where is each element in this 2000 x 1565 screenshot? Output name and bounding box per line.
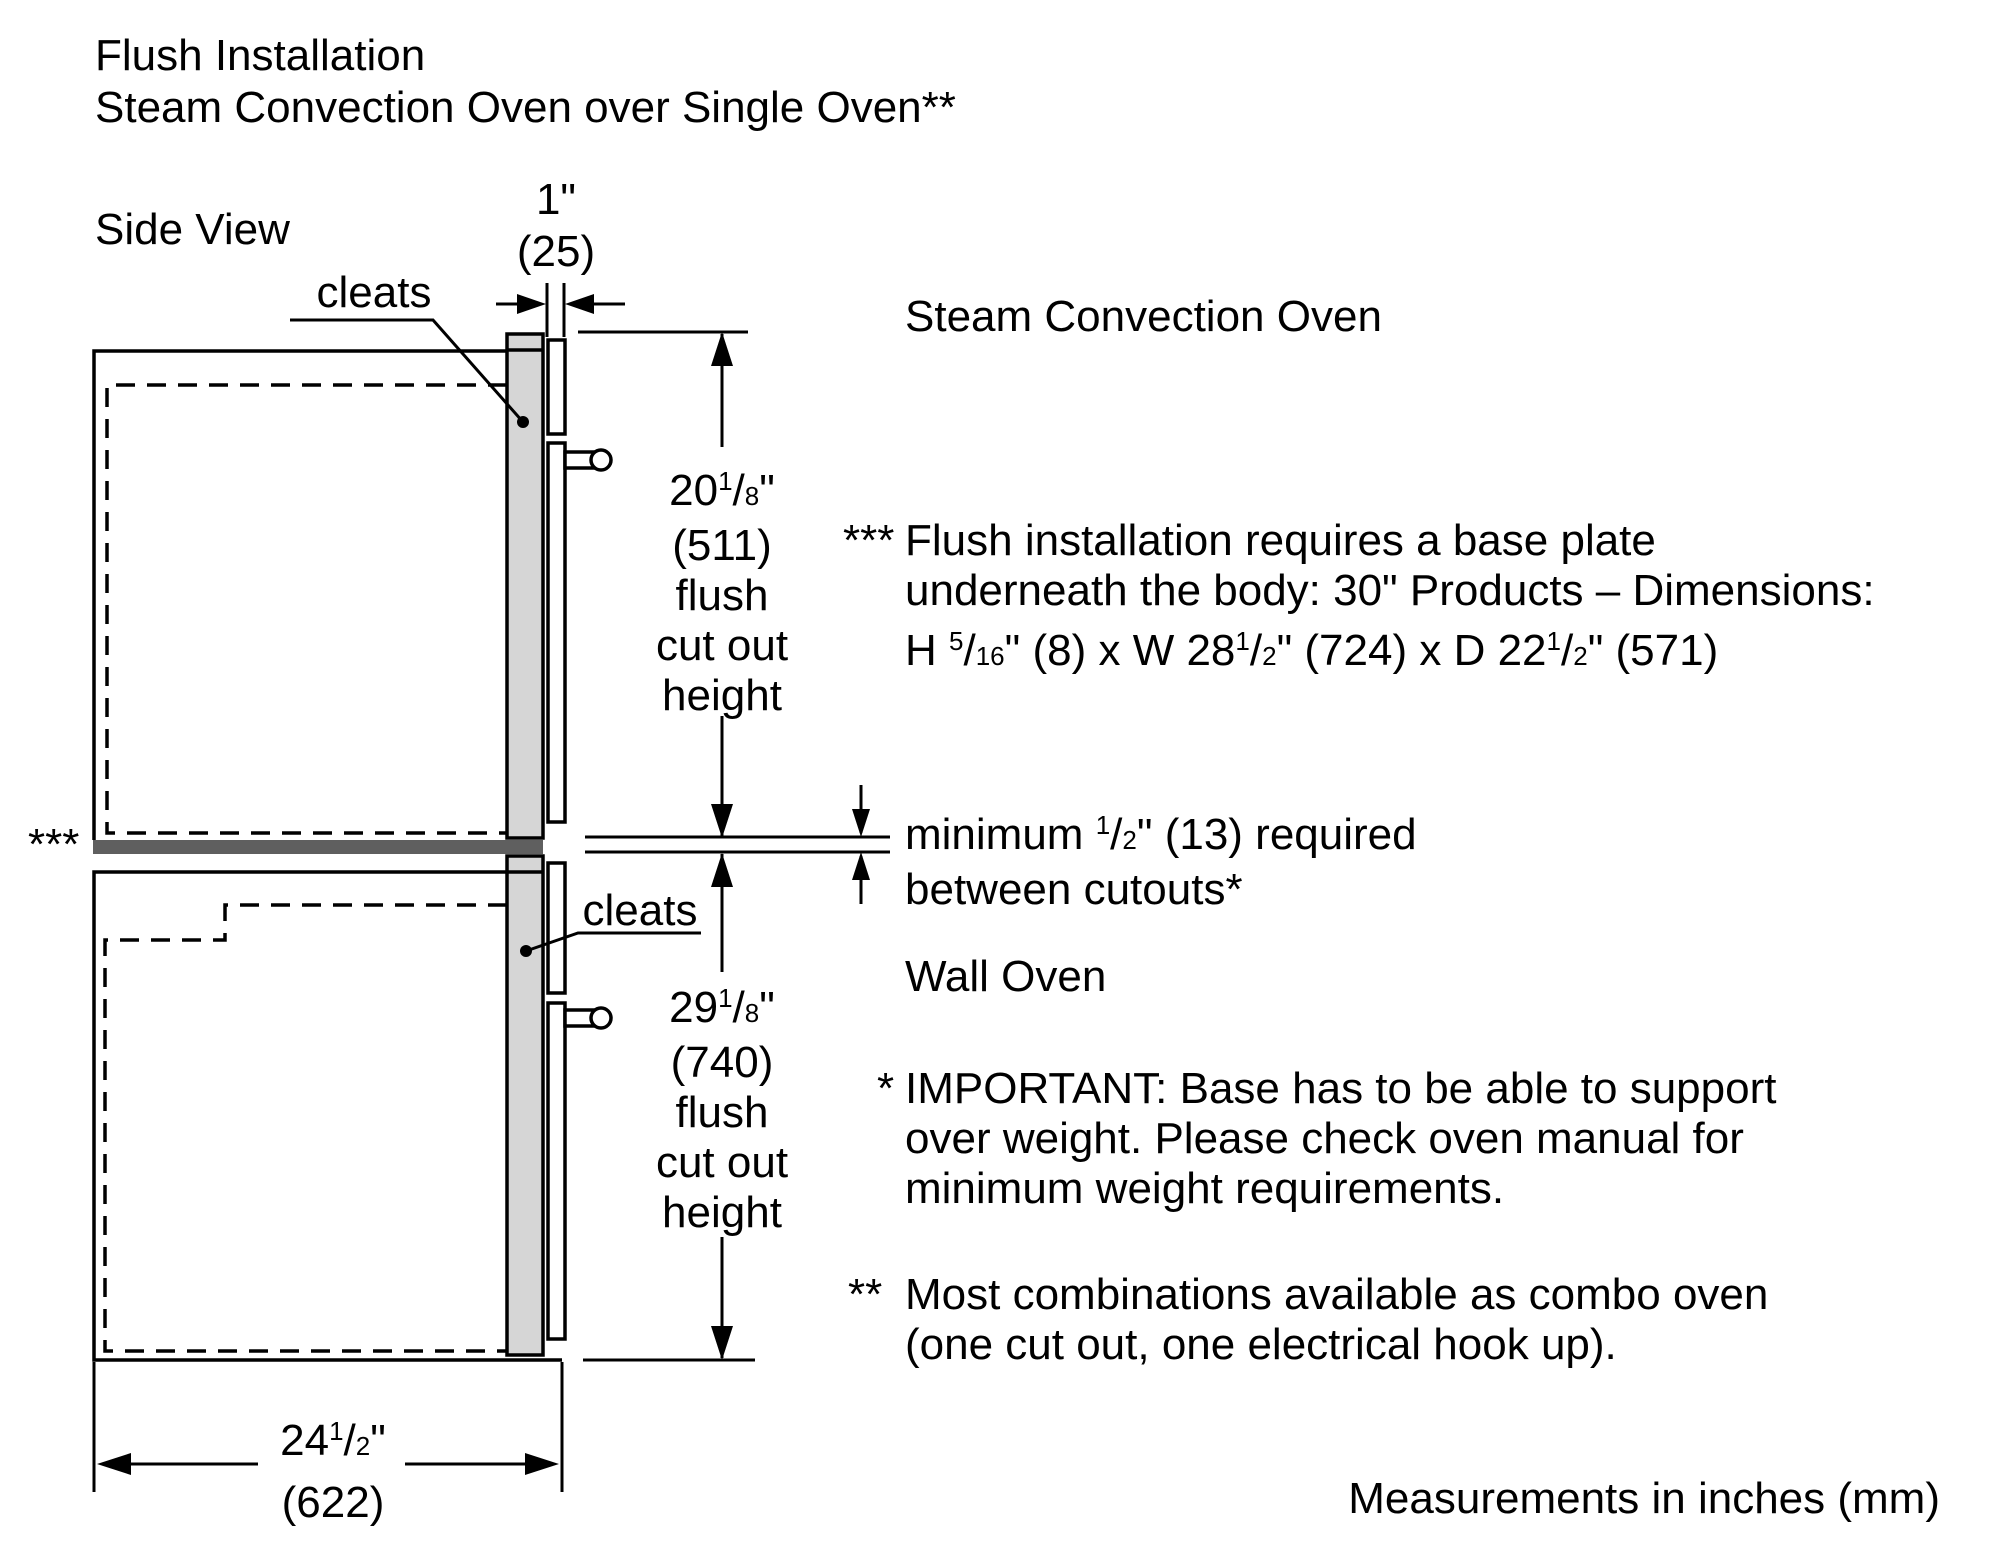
upper-door-front <box>548 443 565 822</box>
dim-lower-word3: height <box>662 1188 782 1237</box>
min-gap-line1: minimum $^1$/2" (13) required <box>905 810 1417 859</box>
dim-upper-value: 20$^1$/8" <box>669 466 775 515</box>
page-title-line2: Steam Convection Oven over Single Oven** <box>95 83 956 132</box>
lower-door-handle-knob-icon <box>591 1008 611 1028</box>
lower-door-front <box>548 1003 565 1339</box>
dim-lower-mm: (740) <box>670 1038 774 1087</box>
lower-cleats-label: cleats <box>582 886 698 935</box>
dim-lower-arrowhead-up <box>711 853 733 887</box>
dim-upper-arrowhead-up <box>711 332 733 366</box>
upper-oven-cavity-dashed <box>107 385 507 833</box>
measurements-footer: Measurements in inches (mm) <box>1348 1474 1940 1523</box>
footnote-combo-line2: (one cut out, one electrical hook up). <box>905 1320 1617 1369</box>
footnote-important-line2: over weight. Please check oven manual for <box>905 1114 1744 1163</box>
base-plate-marker: *** <box>28 820 80 869</box>
upper-door-handle-knob-icon <box>591 450 611 470</box>
dim-width-value: 24$^1$/2" <box>280 1416 386 1465</box>
dim-1in-label <box>496 174 616 278</box>
footnote-important-text <box>905 1064 1776 1214</box>
side-view-label: Side View <box>95 205 290 254</box>
page-title-line1: Flush Installation <box>95 31 426 80</box>
min-gap-arrowhead-up <box>852 852 870 880</box>
footnote-important-line3: minimum weight requirements. <box>905 1164 1505 1213</box>
footnote-combo <box>848 1270 1768 1370</box>
upper-door-trim <box>548 340 565 434</box>
dim-lower-value: 29$^1$/8" <box>669 983 775 1032</box>
footnote-combo-text <box>905 1270 1768 1370</box>
min-gap-note <box>905 800 1417 915</box>
upper-cleats-label: cleats <box>316 268 432 317</box>
dim-width-arrowhead-left <box>97 1453 131 1475</box>
dim-1in-arrowhead-left <box>517 294 546 314</box>
footnote-important <box>877 1064 1776 1214</box>
dim-1in-mm: (25) <box>516 227 596 276</box>
steam-oven-label: Steam Convection Oven <box>905 292 1382 341</box>
dim-lower-word1: flush <box>675 1088 769 1137</box>
dim-1in-arrowhead-right <box>565 294 594 314</box>
dim-upper-word1: flush <box>675 571 769 620</box>
dim-lower-arrowhead-down <box>711 1326 733 1360</box>
upper-oven-outline <box>94 351 507 840</box>
dim-lower-cutout-label <box>609 973 835 1238</box>
footnote-combo-line1: Most combinations available as combo oven <box>905 1270 1769 1319</box>
dim-upper-arrowhead-down <box>711 804 733 838</box>
dim-upper-word2: cut out <box>655 621 789 670</box>
dim-upper-mm: (511) <box>672 521 772 570</box>
wall-oven-label: Wall Oven <box>905 952 1107 1001</box>
footnote-important-line1: IMPORTANT: Base has to be able to support <box>905 1064 1777 1113</box>
dim-upper-cutout-label <box>609 456 835 721</box>
upper-cleats-leader-dot <box>517 416 529 428</box>
dim-upper-word3: height <box>662 671 782 720</box>
footnote-combo-marker: ** <box>848 1270 883 1319</box>
upper-cleats-leader-line <box>290 320 523 422</box>
dim-1in-inches: 1" <box>535 175 577 224</box>
footnote-flush-line2: underneath the body: 30" Products – Dimensions: <box>905 566 1875 615</box>
min-gap-arrowhead-down <box>852 809 870 837</box>
lower-oven-cavity-dashed <box>105 905 507 1351</box>
footnote-flush-text <box>905 516 1875 681</box>
dim-lower-word2: cut out <box>655 1138 789 1187</box>
base-plate-bar <box>93 840 543 854</box>
footnote-flush-line3: H $^5$/16" (8) x W 28$^1$/2" (724) x D 22$^1$/2" (571) <box>905 626 1719 675</box>
dim-width-mm: (622) <box>281 1478 385 1527</box>
min-gap-line2: between cutouts* <box>905 865 1243 914</box>
footnote-flush-installation <box>843 516 1875 681</box>
page-title <box>95 30 956 134</box>
footnote-flush-marker: *** <box>843 516 895 565</box>
lower-oven-outline <box>94 872 562 1360</box>
footnote-important-marker: * <box>877 1064 895 1113</box>
lower-cleat-panel <box>507 856 543 1355</box>
footnote-flush-line1: Flush installation requires a base plate <box>905 516 1656 565</box>
lower-cleats-leader-dot <box>520 945 532 957</box>
dim-width-arrowhead-right <box>525 1453 559 1475</box>
